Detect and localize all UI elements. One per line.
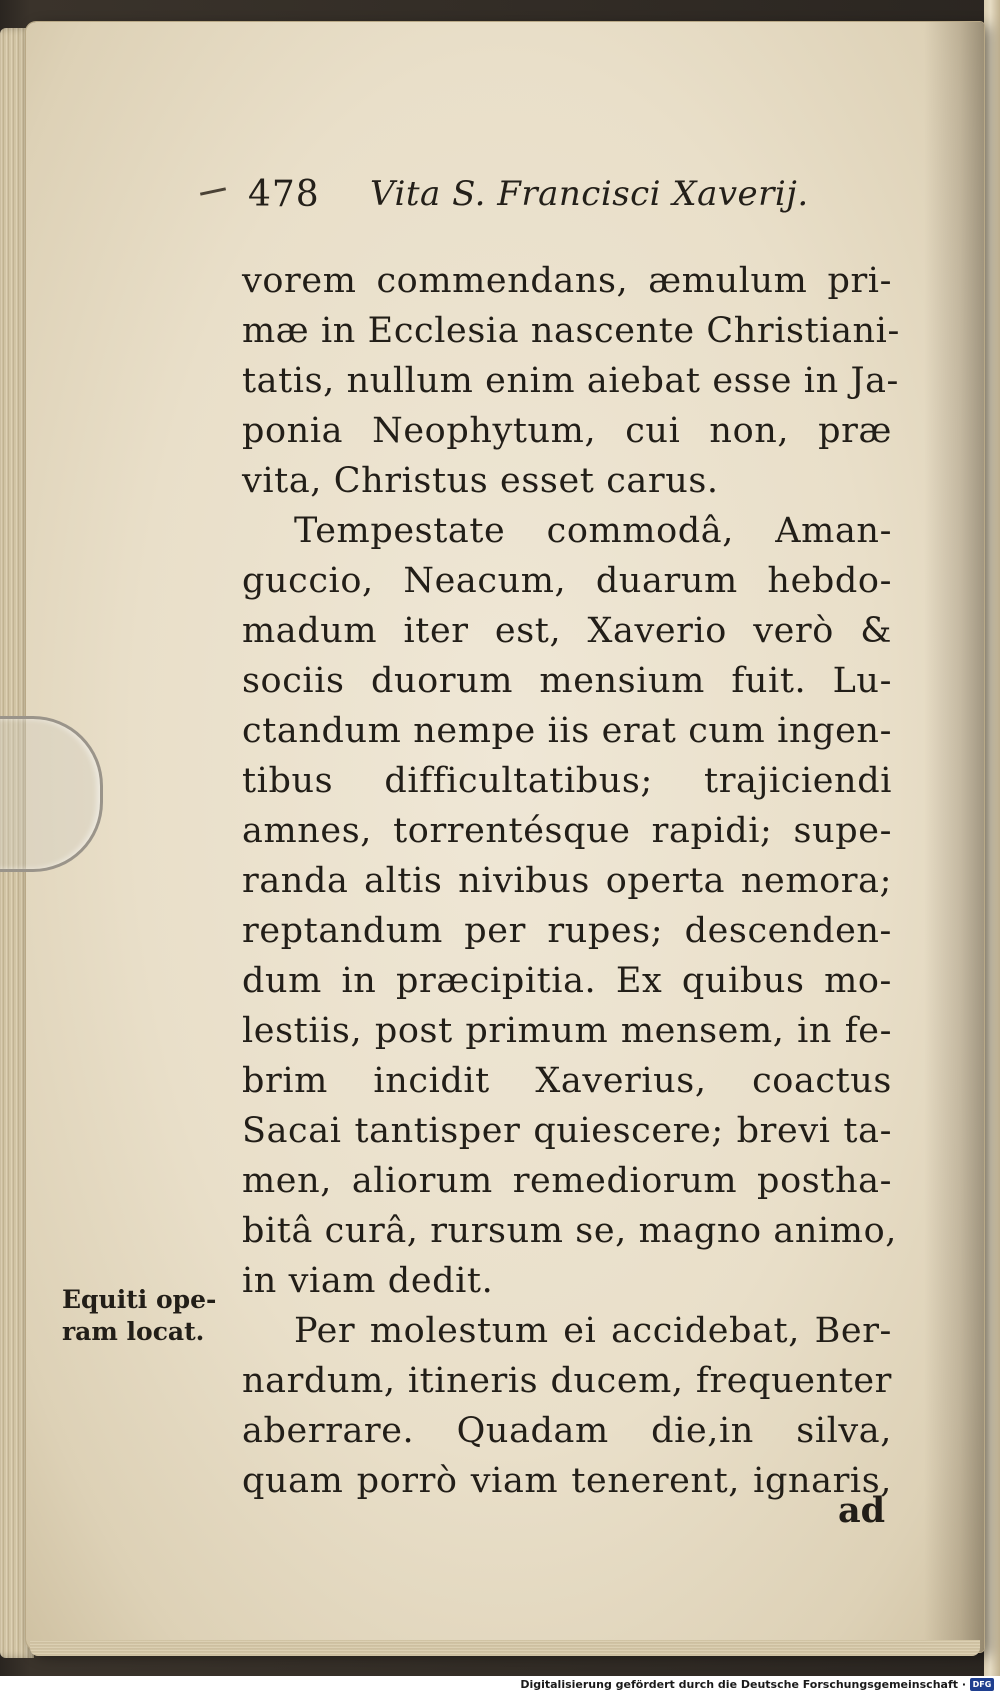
text-line: amnes, torrentésque rapidi; supe- xyxy=(242,811,892,851)
marginal-note-line: Equiti ope- xyxy=(62,1285,217,1314)
text-line: tibus difficultatibus; trajiciendi xyxy=(242,761,892,801)
digitization-credit: Digitalisierung gefördert durch die Deutsche Forschungsgemeinschaft · xyxy=(520,1678,966,1691)
catchword: ad xyxy=(838,1490,886,1531)
text-line: men, aliorum remediorum postha- xyxy=(242,1161,892,1201)
text-line: vorem commendans, æmulum pri- xyxy=(242,261,892,301)
text-line: Sacai tantisper quiescere; brevi ta- xyxy=(242,1111,892,1151)
text-line: Tempestate commodâ, Aman- xyxy=(294,511,892,551)
text-line: ponia Neophytum, cui non, præ xyxy=(242,411,892,451)
running-title: Vita S. Francisci Xaverij. xyxy=(370,174,809,214)
text-line: quam porrò viam tenerent, ignaris, xyxy=(242,1461,892,1501)
page-header xyxy=(248,170,848,220)
body-text xyxy=(242,256,900,1506)
marginal-note-line: ram locat. xyxy=(62,1317,205,1346)
page-bottom-edge xyxy=(30,1640,980,1656)
text-line: tatis, nullum enim aiebat esse in Ja- xyxy=(242,361,899,401)
dfg-logo: DFG xyxy=(970,1678,994,1691)
text-line: Per molestum ei accidebat, Ber- xyxy=(294,1311,892,1351)
marginal-note xyxy=(62,1284,242,1348)
page-number: 478 xyxy=(248,174,320,215)
binding-gutter-shadow xyxy=(924,22,984,1652)
text-line: brim incidit Xaverius, coactus xyxy=(242,1061,892,1101)
text-line: randa altis nivibus operta nemora; xyxy=(242,861,892,901)
text-line: madum iter est, Xaverio verò & xyxy=(242,611,892,651)
text-line: in viam dedit. xyxy=(242,1261,494,1301)
text-line: vita, Christus esset carus. xyxy=(242,461,719,501)
text-line: ctandum nempe iis erat cum ingen- xyxy=(242,711,892,751)
text-line: dum in præcipitia. Ex quibus mo- xyxy=(242,961,892,1001)
text-line: lestiis, post primum mensem, in fe- xyxy=(242,1011,892,1051)
text-line: guccio, Neacum, duarum hebdo- xyxy=(242,561,892,601)
text-line: mæ in Ecclesia nascente Christiani- xyxy=(242,311,900,351)
adjacent-page-edge xyxy=(984,0,1000,1694)
text-line: sociis duorum mensium fuit. Lu- xyxy=(242,661,892,701)
text-line: bitâ curâ, rursum se, magno animo, xyxy=(242,1211,897,1251)
text-line: nardum, itineris ducem, frequenter xyxy=(242,1361,892,1401)
text-line: reptandum per rupes; descenden- xyxy=(242,911,892,951)
text-line: aberrare. Quadam die,in silva, xyxy=(242,1411,892,1451)
